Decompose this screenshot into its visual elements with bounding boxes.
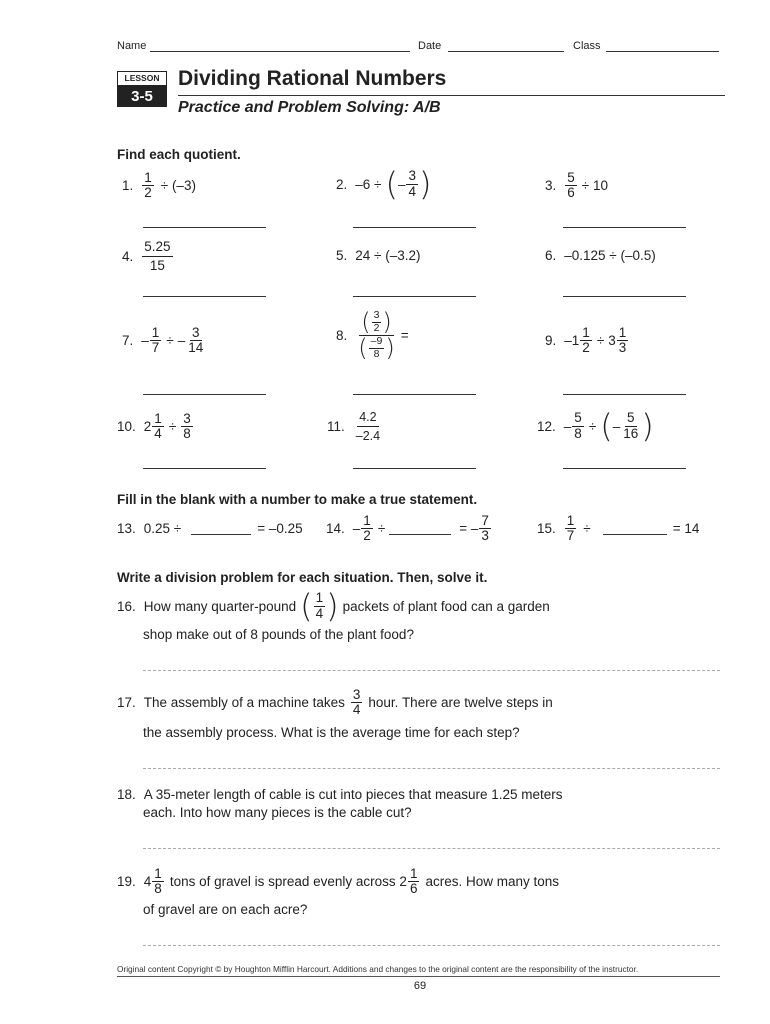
date-label: Date	[418, 40, 442, 52]
fraction: $\frac{5.25}{15}$	[144, 239, 171, 274]
lesson-badge-label: LESSON	[117, 71, 167, 86]
problem-number: 16.	[117, 598, 136, 614]
problem-number: 13.	[117, 521, 136, 536]
problem-7: 7. – $\frac{1}{7}$ ÷ – $\frac{3}{14}$	[122, 325, 204, 356]
problem-text: acres. How many tons	[425, 874, 560, 890]
problem-number: 12.	[537, 418, 556, 434]
problem-expression: ÷ (–3)	[160, 178, 196, 194]
problem-3	[545, 171, 608, 200]
answer-line-2[interactable]	[353, 227, 476, 228]
problem-text: hour. There are twelve steps in	[368, 695, 553, 711]
footer-rule	[117, 976, 720, 977]
problem-number: 4.	[122, 249, 134, 265]
fill-blank-15[interactable]	[603, 523, 667, 535]
fraction: $\frac{1}{4}$	[154, 411, 162, 442]
fraction: $\frac{5}{8}$	[574, 410, 582, 441]
problem-number: 10.	[117, 419, 136, 435]
problem-1	[122, 171, 196, 200]
problem-13	[117, 521, 303, 536]
problem-number: 6.	[545, 248, 557, 263]
problem-number: 18.	[117, 787, 136, 802]
problem-expression: = –0.25	[257, 521, 303, 536]
fraction: $\frac{1}{7}$	[566, 513, 575, 544]
answer-line-8[interactable]	[353, 394, 476, 395]
answer-line-18[interactable]	[143, 848, 720, 849]
fraction: $\frac{1}{8}$	[154, 866, 162, 897]
section-heading-fill-blank: Fill in the blank with a number to make a true statement.	[117, 492, 478, 507]
fraction: $\frac{3}{4}$	[352, 687, 361, 718]
title-rule	[178, 95, 725, 96]
fraction: $\frac{1}{3}$	[618, 325, 627, 356]
problem-text: tons of gravel is spread evenly across 2	[169, 874, 407, 890]
problem-10: 10. 2 $\frac{1}{4}$ ÷ $\frac{3}{8}$	[117, 411, 191, 442]
problem-text: of gravel are on each acre?	[143, 902, 308, 917]
problem-text: How many quarter-pound	[143, 598, 297, 614]
fraction: $\frac{4.2}{-2.4}$	[355, 410, 381, 444]
fill-blank-13[interactable]	[191, 523, 251, 535]
fraction: $\frac{1}{2}$	[144, 170, 152, 201]
problem-number: 9.	[545, 333, 557, 349]
answer-line-19[interactable]	[143, 945, 720, 946]
problem-text: shop make out of 8 pounds of the plant food?	[143, 627, 414, 642]
problem-number: 14.	[326, 521, 345, 537]
problem-2: 2. –6 ÷ ( – $\frac{3}{4}$ )	[336, 165, 432, 203]
problem-expression: –6 ÷	[355, 176, 382, 192]
problem-11	[327, 408, 383, 445]
answer-line-17[interactable]	[143, 768, 720, 769]
fraction: $\frac{7}{3}$	[481, 513, 489, 544]
fraction: $\frac{5}{6}$	[567, 170, 575, 201]
section-heading-quotient: Find each quotient.	[117, 147, 241, 162]
answer-line-11[interactable]	[353, 468, 476, 469]
problem-number: 11.	[327, 419, 345, 435]
problem-number: 1.	[122, 178, 134, 194]
date-field[interactable]	[448, 51, 564, 52]
problem-19: 19. 4 $\frac{1}{8}$ tons of gravel is spread evenly across 2 $\frac{1}{6}$ acres. How many tons	[117, 866, 560, 897]
problem-14: 14. – $\frac{1}{2}$ ÷ = – $\frac{7}{3}$	[326, 513, 489, 544]
problem-16: 16. How many quarter-pound ( $\frac{1}{4}$ ) packets of plant food can a garden	[117, 587, 550, 625]
fraction: $\frac{3}{4}$	[408, 168, 416, 199]
fraction: $\frac{5}{16}$	[623, 410, 639, 441]
problem-number: 7.	[122, 333, 134, 349]
problem-8: 8. ( $\frac{3}{2}$ ) ( $\frac{-9}{8}$ ) =	[336, 308, 409, 362]
answer-line-1[interactable]	[143, 227, 266, 228]
problem-17	[117, 688, 553, 717]
fraction: $\frac{1}{6}$	[409, 866, 418, 897]
problem-number: 3.	[545, 178, 557, 194]
section-heading-word-problems: Write a division problem for each situation. Then, solve it.	[117, 570, 488, 585]
problem-number: 8.	[336, 327, 348, 343]
answer-line-4[interactable]	[143, 296, 266, 297]
problem-text: each. Into how many pieces is the cable cut?	[143, 805, 412, 820]
fraction: $\frac{1}{4}$	[315, 590, 324, 621]
answer-line-16[interactable]	[143, 670, 720, 671]
fraction: $\frac{3}{14}$	[188, 325, 204, 356]
problem-5	[336, 248, 420, 263]
page-subtitle: Practice and Problem Solving: A/B	[178, 99, 441, 116]
answer-line-10[interactable]	[143, 468, 266, 469]
problem-number: 2.	[336, 176, 348, 192]
problem-expression: ÷ 10	[581, 178, 608, 194]
lesson-badge	[117, 71, 167, 107]
problem-number: 15.	[537, 521, 556, 537]
answer-line-6[interactable]	[563, 296, 686, 297]
name-label: Name	[117, 40, 147, 52]
answer-line-7[interactable]	[143, 394, 266, 395]
fill-blank-14[interactable]	[389, 523, 451, 535]
problem-expression: 24 ÷ (–3.2)	[355, 248, 421, 263]
problem-6	[545, 248, 656, 263]
name-field[interactable]	[150, 51, 410, 52]
problem-expression: –0.125 ÷ (–0.5)	[564, 248, 656, 263]
class-label: Class	[573, 40, 601, 52]
complex-fraction: ( $\frac{3}{2}$ ) ( $\frac{-9}{8}$ )	[358, 308, 395, 362]
fraction: $\frac{1}{2}$	[582, 325, 590, 356]
lesson-badge-number: 3-5	[117, 86, 167, 107]
page-number: 69	[413, 980, 427, 992]
class-field[interactable]	[606, 51, 719, 52]
problem-12: 12. – $\frac{5}{8}$ ÷ ( – $\frac{5}{16}$ )	[537, 407, 654, 445]
fraction: $\frac{3}{8}$	[183, 411, 191, 442]
problem-number: 17.	[117, 695, 136, 711]
page-title: Dividing Rational Numbers	[178, 67, 447, 90]
fraction: $\frac{1}{2}$	[363, 513, 371, 544]
problem-18	[117, 787, 563, 802]
problem-text: The assembly of a machine takes	[143, 695, 345, 711]
problem-text: the assembly process. What is the average time for each step?	[143, 725, 520, 740]
problem-text: A 35-meter length of cable is cut into pieces that measure 1.25 meters	[143, 787, 563, 802]
problem-text: packets of plant food can a garden	[342, 598, 550, 614]
problem-9: 9. – 1 $\frac{1}{2}$ ÷ 3 $\frac{1}{3}$	[545, 325, 627, 356]
problem-expression: 0.25 ÷	[143, 521, 182, 536]
problem-number: 5.	[336, 248, 348, 263]
footer-copyright: Original content Copyright © by Houghton Mifflin Harcourt. Additions and changes to the original content are the responsibility of the instructor.	[117, 964, 639, 974]
problem-number: 19.	[117, 874, 136, 890]
fraction: $\frac{1}{7}$	[151, 325, 160, 356]
answer-line-9[interactable]	[563, 394, 686, 395]
problem-15: 15. $\frac{1}{7}$ ÷ = 14	[537, 513, 700, 544]
problem-4	[122, 238, 174, 275]
answer-line-3[interactable]	[563, 227, 686, 228]
answer-line-5[interactable]	[353, 296, 476, 297]
answer-line-12[interactable]	[563, 468, 686, 469]
